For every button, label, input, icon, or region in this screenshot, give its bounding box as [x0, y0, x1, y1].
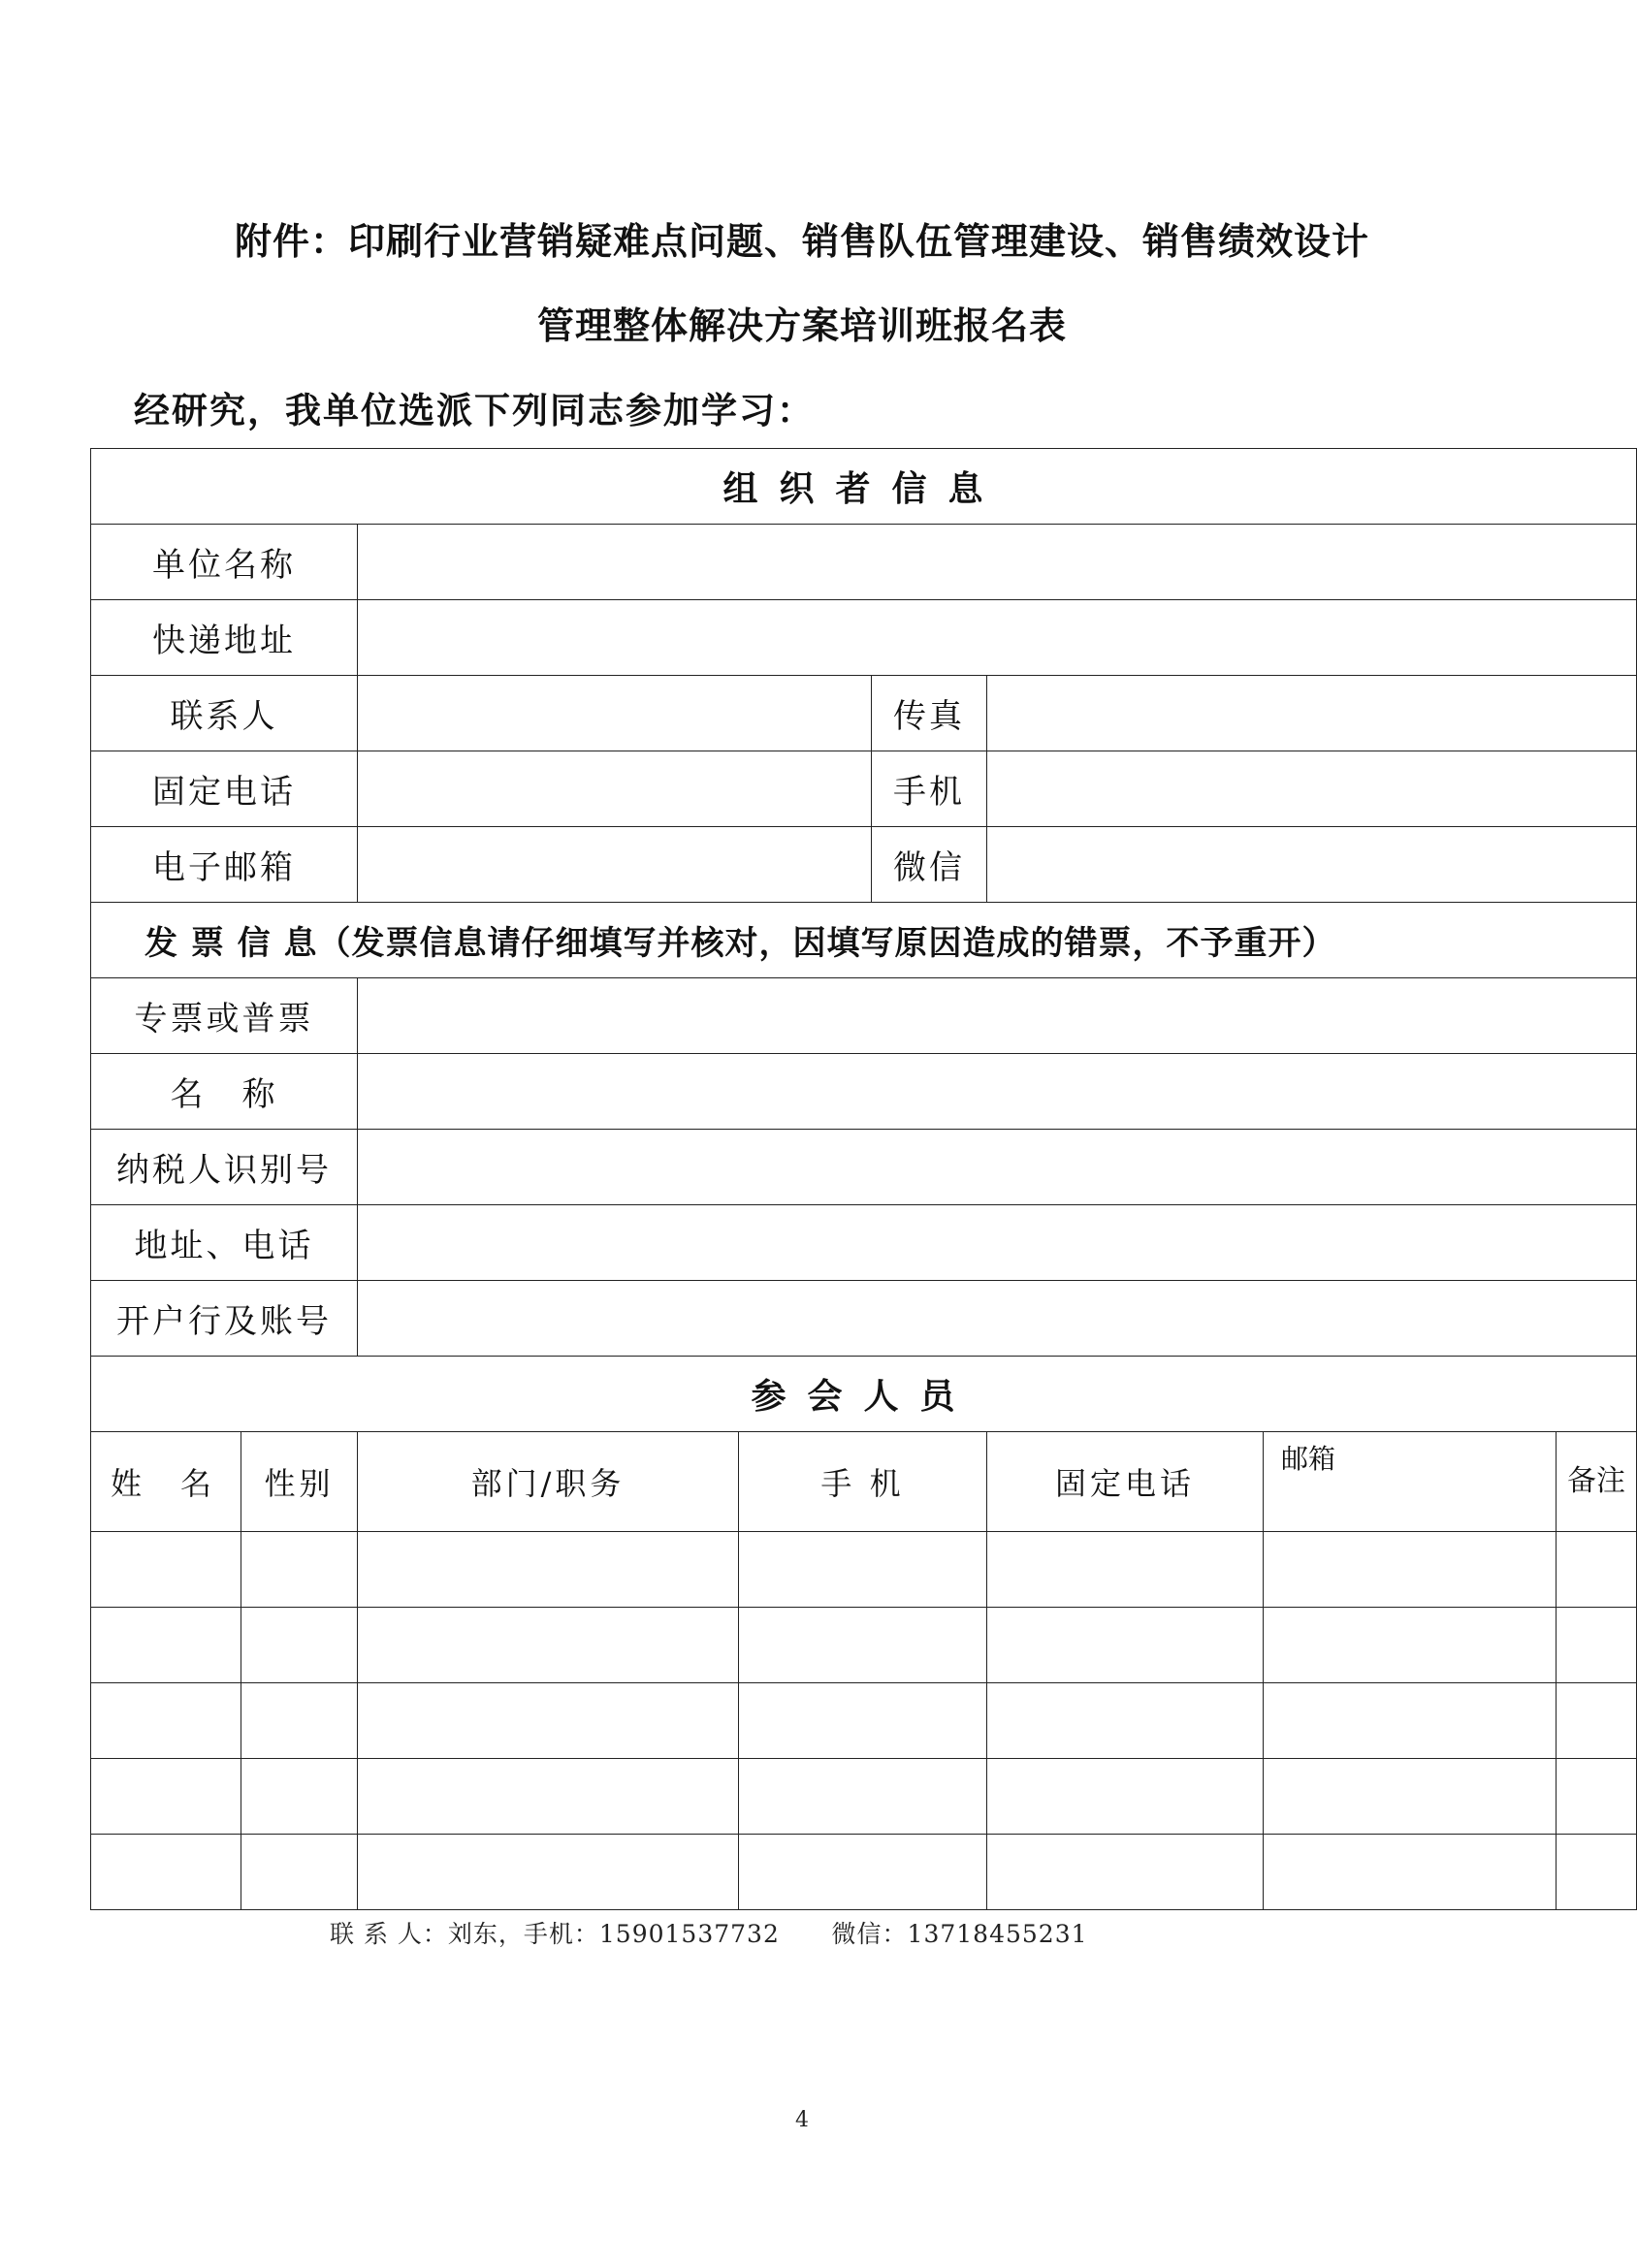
attendee-note-cell[interactable]	[1557, 1532, 1637, 1608]
attendee-email-cell[interactable]	[1264, 1835, 1557, 1910]
unit-name-field[interactable]	[358, 525, 1637, 600]
intro-text: 经研究，我单位选派下列同志参加学习：	[134, 390, 815, 431]
email-label: 电子邮箱	[91, 827, 358, 903]
attendee-gender-cell[interactable]	[241, 1835, 358, 1910]
attendee-email-cell[interactable]	[1264, 1532, 1557, 1608]
registration-form	[90, 448, 1637, 1910]
invoice-address-phone-label: 地址、电话	[91, 1205, 358, 1281]
attendee-dept-cell[interactable]	[358, 1608, 739, 1683]
contact-label: 联系人	[91, 676, 358, 751]
title-line-1: 附件：印刷行业营销疑难点问题、销售队伍管理建设、销售绩效设计	[234, 220, 1369, 263]
organizer-section-title: 组织者信息	[91, 449, 1637, 525]
invoice-type-field[interactable]	[358, 978, 1637, 1054]
attendee-gender-cell[interactable]	[241, 1608, 358, 1683]
attendee-phone-cell[interactable]	[987, 1608, 1264, 1683]
attendee-note-cell[interactable]	[1557, 1683, 1637, 1759]
page-number: 4	[795, 2108, 809, 2132]
mobile-label: 手机	[872, 751, 987, 827]
email-field[interactable]	[358, 827, 872, 903]
attendee-mobile-cell[interactable]	[739, 1759, 987, 1835]
attendee-mobile-cell[interactable]	[739, 1683, 987, 1759]
address-label: 快递地址	[91, 600, 358, 676]
col-mobile-header: 手 机	[739, 1432, 987, 1532]
invoice-name-label: 名 称	[91, 1054, 358, 1130]
attendee-mobile-cell[interactable]	[739, 1835, 987, 1910]
invoice-section-title: 发 票 信 息（发票信息请仔细填写并核对，因填写原因造成的错票，不予重开）	[91, 903, 1637, 978]
contact-field[interactable]	[358, 676, 872, 751]
attendees-section-title: 参会人员	[91, 1357, 1637, 1432]
attendee-note-cell[interactable]	[1557, 1759, 1637, 1835]
attendee-dept-cell[interactable]	[358, 1759, 739, 1835]
attendee-gender-cell[interactable]	[241, 1759, 358, 1835]
attendee-name-cell[interactable]	[91, 1759, 241, 1835]
attendee-row	[91, 1608, 1637, 1683]
attendee-row	[91, 1759, 1637, 1835]
attendee-email-cell[interactable]	[1264, 1683, 1557, 1759]
footer-wechat-label: 微信：13718455231	[831, 1920, 1088, 1948]
unit-name-label: 单位名称	[91, 525, 358, 600]
wechat-field[interactable]	[987, 827, 1637, 903]
tax-id-label: 纳税人识别号	[91, 1130, 358, 1205]
col-gender-header: 性别	[241, 1432, 358, 1532]
attendee-dept-cell[interactable]	[358, 1835, 739, 1910]
attendee-note-cell[interactable]	[1557, 1835, 1637, 1910]
col-name-header: 姓 名	[91, 1432, 241, 1532]
title-line-2: 管理整体解决方案培训班报名表	[536, 304, 1067, 347]
phone-field[interactable]	[358, 751, 872, 827]
attendee-phone-cell[interactable]	[987, 1835, 1264, 1910]
attendees-header-row	[91, 1432, 1637, 1532]
attendee-row	[91, 1683, 1637, 1759]
tax-id-field[interactable]	[358, 1130, 1637, 1205]
col-email-header: 邮箱	[1264, 1432, 1557, 1532]
address-field[interactable]	[358, 600, 1637, 676]
mobile-field[interactable]	[987, 751, 1637, 827]
attendee-dept-cell[interactable]	[358, 1683, 739, 1759]
bank-account-field[interactable]	[358, 1281, 1637, 1357]
col-phone-header: 固定电话	[987, 1432, 1264, 1532]
attendee-row	[91, 1532, 1637, 1608]
attendee-note-cell[interactable]	[1557, 1608, 1637, 1683]
attendee-row	[91, 1835, 1637, 1910]
attendee-phone-cell[interactable]	[987, 1759, 1264, 1835]
attendee-name-cell[interactable]	[91, 1683, 241, 1759]
invoice-name-field[interactable]	[358, 1054, 1637, 1130]
fax-label: 传真	[872, 676, 987, 751]
attendee-name-cell[interactable]	[91, 1835, 241, 1910]
invoice-type-label: 专票或普票	[91, 978, 358, 1054]
attendee-phone-cell[interactable]	[987, 1683, 1264, 1759]
col-note-header: 备注	[1557, 1432, 1637, 1532]
attendee-phone-cell[interactable]	[987, 1532, 1264, 1608]
attendee-email-cell[interactable]	[1264, 1759, 1557, 1835]
attendee-name-cell[interactable]	[91, 1608, 241, 1683]
invoice-address-phone-field[interactable]	[358, 1205, 1637, 1281]
bank-account-label: 开户行及账号	[91, 1281, 358, 1357]
attendee-mobile-cell[interactable]	[739, 1608, 987, 1683]
footer-contact-label: 联 系 人：刘东，手机：15901537732	[330, 1920, 780, 1948]
attendee-name-cell[interactable]	[91, 1532, 241, 1608]
fax-field[interactable]	[987, 676, 1637, 751]
attendee-dept-cell[interactable]	[358, 1532, 739, 1608]
col-dept-header: 部门/职务	[358, 1432, 739, 1532]
footer-contact	[330, 1915, 1088, 1950]
attendee-email-cell[interactable]	[1264, 1608, 1557, 1683]
phone-label: 固定电话	[91, 751, 358, 827]
attendee-gender-cell[interactable]	[241, 1683, 358, 1759]
wechat-label: 微信	[872, 827, 987, 903]
attendee-mobile-cell[interactable]	[739, 1532, 987, 1608]
attendee-gender-cell[interactable]	[241, 1532, 358, 1608]
